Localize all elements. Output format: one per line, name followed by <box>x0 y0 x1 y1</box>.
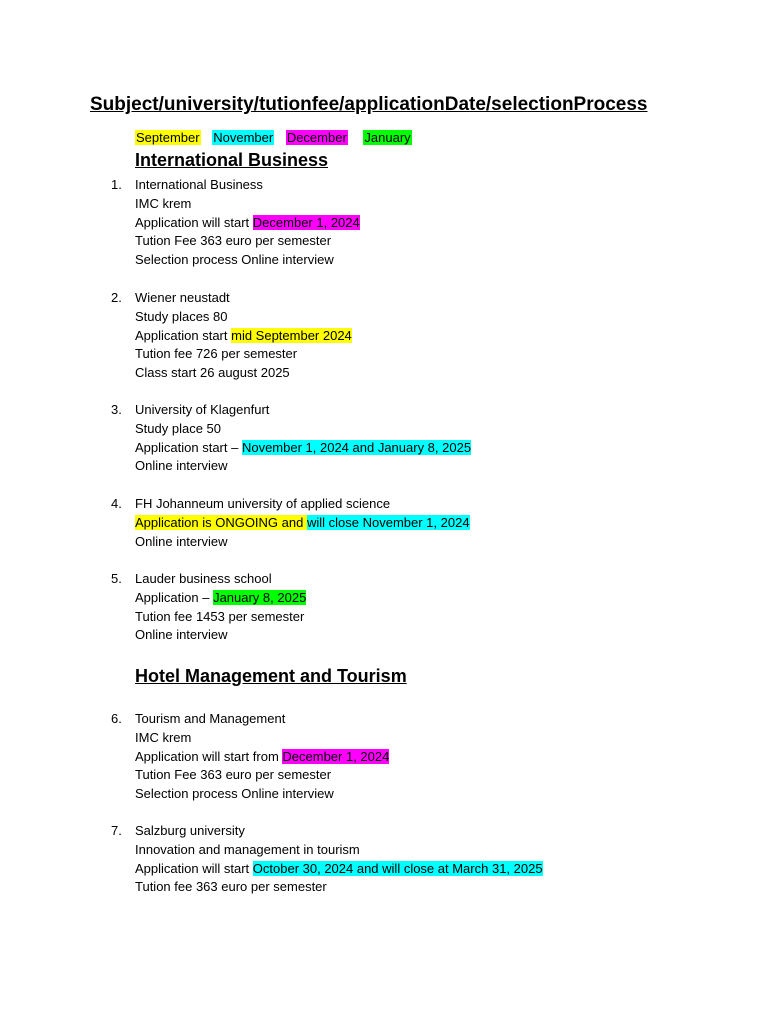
item-class-start: Class start 26 august 2025 <box>135 365 290 381</box>
item-selection: Selection process Online interview <box>135 786 334 802</box>
item-number: 1. <box>111 177 122 192</box>
item-detail: IMC krem <box>135 729 192 745</box>
item-selection: Online interview <box>135 627 228 643</box>
legend-december: December <box>286 130 347 145</box>
section-heading-international-business: International Business <box>135 150 329 170</box>
color-legend <box>135 130 420 145</box>
page-title: Subject/university/tutionfee/applicationDate/selectionProcess <box>90 94 648 115</box>
item-title: Wiener neustadt <box>135 290 230 305</box>
item-number: 4. <box>111 496 122 511</box>
item-application <box>135 748 389 767</box>
item-detail: Study place 50 <box>135 420 222 436</box>
legend-january: January <box>364 130 411 145</box>
item-number: 2. <box>111 290 122 305</box>
item-number: 7. <box>111 823 122 838</box>
application-label: Application will start from <box>135 748 283 764</box>
item-application <box>135 860 543 879</box>
item-fee: Tution Fee 363 euro per semester <box>135 233 332 249</box>
application-date-highlight: December 1, 2024 <box>282 748 390 764</box>
item-selection: Online interview <box>135 533 228 549</box>
item-number: 5. <box>111 571 122 586</box>
item-application <box>135 214 360 233</box>
item-detail: Study places 80 <box>135 308 228 324</box>
application-label: Application – <box>135 589 214 605</box>
item-title: International Business <box>135 177 263 192</box>
application-label: Application start – <box>135 439 242 455</box>
item-fee: Tution fee 1453 per semester <box>135 608 305 624</box>
item-detail: Innovation and management in tourism <box>135 841 360 857</box>
item-fee: Tution fee 726 per semester <box>135 346 298 362</box>
item-detail: IMC krem <box>135 195 192 211</box>
item-selection: Online interview <box>135 458 228 474</box>
application-date-highlight: October 30, 2024 and will close at March 31, 2025 <box>252 860 543 876</box>
application-label: Application start <box>135 327 232 343</box>
item-application <box>135 327 352 346</box>
item-fee: Tution fee 363 euro per semester <box>135 879 327 895</box>
application-label: Application will start <box>135 860 253 876</box>
item-title: University of Klagenfurt <box>135 402 270 417</box>
item-selection: Selection process Online interview <box>135 252 334 268</box>
item-number: 6. <box>111 711 122 726</box>
application-date-highlight: January 8, 2025 <box>213 589 307 605</box>
item-fee: Tution Fee 363 euro per semester <box>135 767 332 783</box>
application-close-highlight: will close November 1, 2024 <box>306 514 470 530</box>
application-date-highlight: November 1, 2024 and January 8, 2025 <box>241 439 472 455</box>
item-application <box>135 514 470 533</box>
application-label: Application will start <box>135 214 253 230</box>
item-application <box>135 589 306 608</box>
application-date-highlight: mid September 2024 <box>231 327 352 343</box>
application-status-highlight: Application is ONGOING and <box>135 514 307 530</box>
item-title: Tourism and Management <box>135 711 286 726</box>
legend-november: November <box>213 130 274 145</box>
item-title: Salzburg university <box>135 823 245 838</box>
item-application <box>135 439 471 458</box>
application-date-highlight: December 1, 2024 <box>252 214 360 230</box>
section-heading-hotel-management: Hotel Management and Tourism <box>135 666 407 686</box>
item-title: FH Johanneum university of applied science <box>135 496 391 511</box>
legend-september: September <box>136 130 200 145</box>
item-title: Lauder business school <box>135 571 272 586</box>
item-number: 3. <box>111 402 122 417</box>
